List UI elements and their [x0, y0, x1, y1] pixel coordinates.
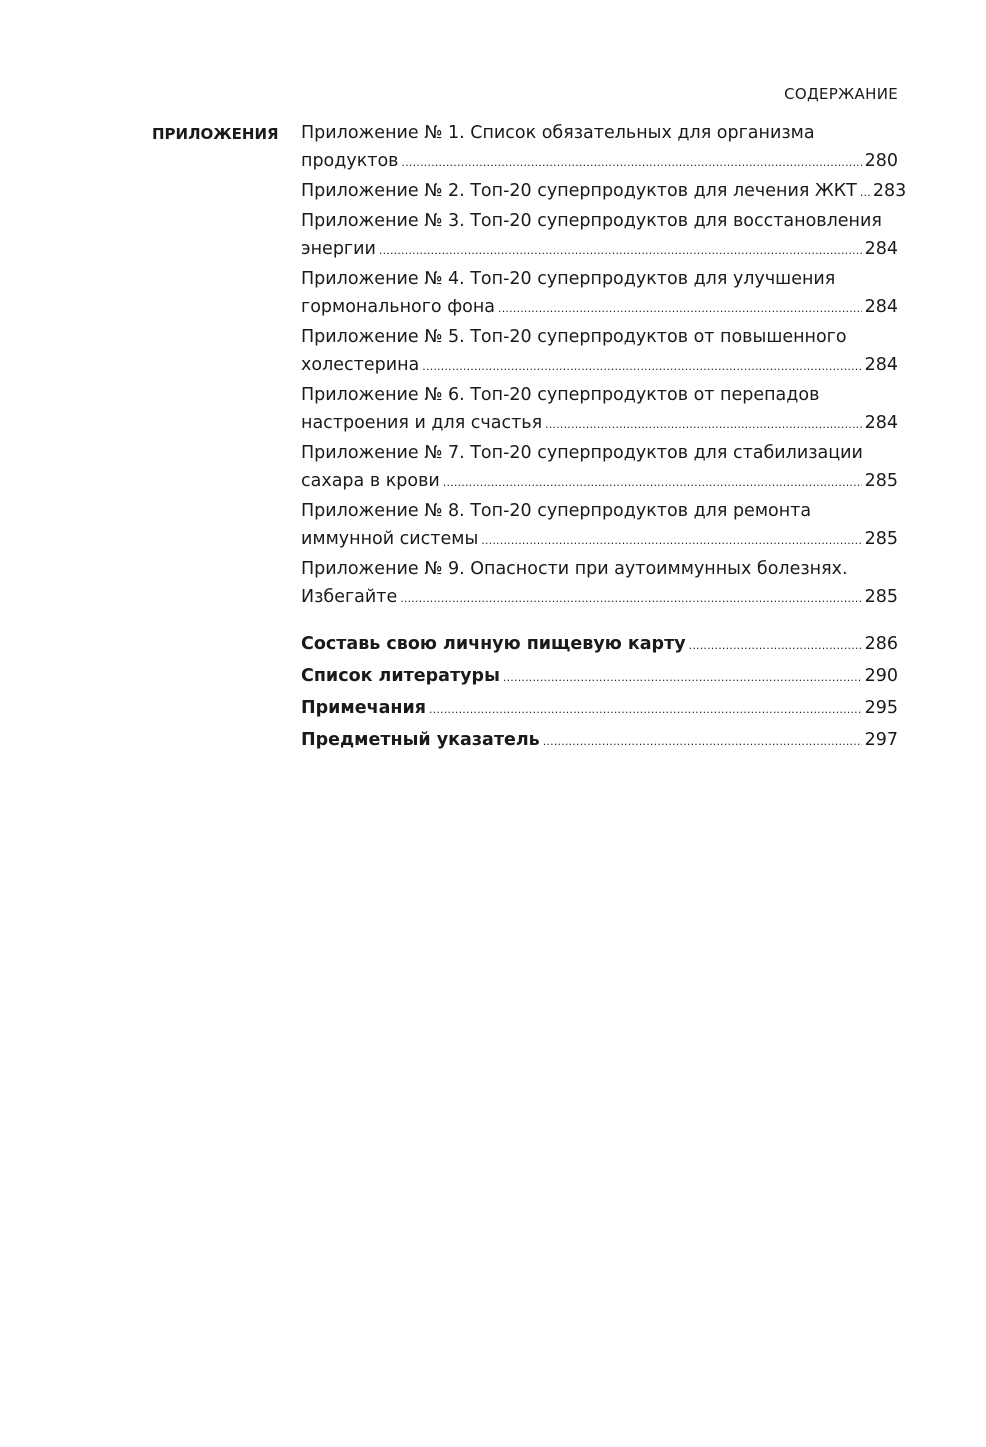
toc-entry-leader-line	[301, 467, 898, 497]
toc-entry-title-end: Избегайте	[301, 587, 398, 607]
dot-leader	[379, 235, 862, 265]
dot-leader	[498, 293, 862, 323]
toc-entry-title: Предметный указатель	[301, 730, 540, 750]
running-head: СОДЕРЖАНИЕ	[784, 85, 898, 103]
toc-entry-title-line: Приложение № 5. Топ-20 суперпродуктов от повышенного	[301, 327, 847, 347]
toc-entry-title-end: иммунной системы	[301, 529, 479, 549]
dot-leader	[481, 525, 861, 555]
toc-entry[interactable]	[301, 119, 898, 177]
dot-leader	[400, 583, 861, 613]
dot-leader	[860, 177, 870, 207]
toc-entry-title-line: Приложение № 9. Опасности при аутоиммунных болезнях.	[301, 559, 848, 579]
toc-entry[interactable]	[301, 725, 898, 757]
toc-entry-title-line: Приложение № 7. Топ-20 суперпродуктов для стабилизации	[301, 443, 863, 463]
toc-entry[interactable]	[301, 555, 898, 613]
page-number: 285	[864, 471, 898, 491]
page-number: 284	[864, 413, 898, 433]
toc-entry[interactable]	[301, 693, 898, 725]
toc-entry-title-end: энергии	[301, 239, 376, 259]
toc-entry-leader-line	[301, 583, 898, 613]
toc-entry-title-line: Приложение № 8. Топ-20 суперпродуктов для ремонта	[301, 501, 812, 521]
page-number: 280	[864, 151, 898, 171]
dot-leader	[422, 351, 861, 381]
page-number: 297	[864, 730, 898, 750]
dot-leader	[689, 629, 862, 661]
page-number: 290	[864, 666, 898, 686]
toc-entry[interactable]	[301, 439, 898, 497]
page-number: 284	[864, 297, 898, 317]
toc-entry-leader-line	[301, 409, 898, 439]
page-number: 283	[872, 181, 907, 201]
dot-leader	[543, 725, 862, 757]
toc-entry-title-end: холестерина	[301, 355, 420, 375]
toc-entry-leader-line	[301, 351, 898, 381]
toc-entry-leader-line	[301, 293, 898, 323]
toc-entry[interactable]	[301, 381, 898, 439]
toc-entry-leader-line	[301, 177, 907, 207]
dot-leader	[402, 147, 862, 177]
dot-leader	[443, 467, 862, 497]
toc-entry-title-end: Приложение № 2. Топ-20 суперпродуктов для лечения ЖКТ	[301, 181, 857, 201]
back-matter-toc	[301, 629, 898, 757]
page-number: 286	[864, 634, 898, 654]
dot-leader	[429, 693, 862, 725]
page-number: 285	[864, 587, 898, 607]
toc-entry-title-line: Приложение № 1. Список обязательных для организма	[301, 123, 815, 143]
page-number: 284	[864, 355, 898, 375]
toc-entry[interactable]	[301, 629, 898, 661]
toc-entry[interactable]	[301, 177, 907, 207]
toc-entry[interactable]	[301, 661, 898, 693]
toc-entry-title-end: сахара в крови	[301, 471, 440, 491]
toc-entry-leader-line	[301, 235, 898, 265]
toc-entry[interactable]	[301, 497, 898, 555]
page-number: 284	[864, 239, 898, 259]
toc-entry-title-line: Приложение № 4. Топ-20 суперпродуктов для улучшения	[301, 269, 836, 289]
toc-entry[interactable]	[301, 323, 898, 381]
toc-entry[interactable]	[301, 265, 898, 323]
toc-entry-title: Примечания	[301, 698, 427, 718]
toc-entry-title-end: настроения и для счастья	[301, 413, 543, 433]
toc-entry[interactable]	[301, 207, 898, 265]
toc-entry-title-end: продуктов	[301, 151, 399, 171]
page-number: 295	[864, 698, 898, 718]
toc-entry-title: Составь свою личную пищевую карту	[301, 634, 686, 654]
toc-entry-title-end: гормонального фона	[301, 297, 496, 317]
toc-entry-title: Список литературы	[301, 666, 500, 686]
toc-entry-leader-line	[301, 525, 898, 555]
dot-leader	[545, 409, 861, 439]
appendix-toc	[301, 119, 907, 613]
dot-leader	[503, 661, 862, 693]
page-number: 285	[864, 529, 898, 549]
toc-entry-title-line: Приложение № 6. Топ-20 суперпродуктов от перепадов	[301, 385, 820, 405]
toc-entry-title-line: Приложение № 3. Топ-20 суперпродуктов для восстановления	[301, 211, 882, 231]
toc-entry-leader-line	[301, 147, 898, 177]
section-label: ПРИЛОЖЕНИЯ	[152, 125, 279, 143]
